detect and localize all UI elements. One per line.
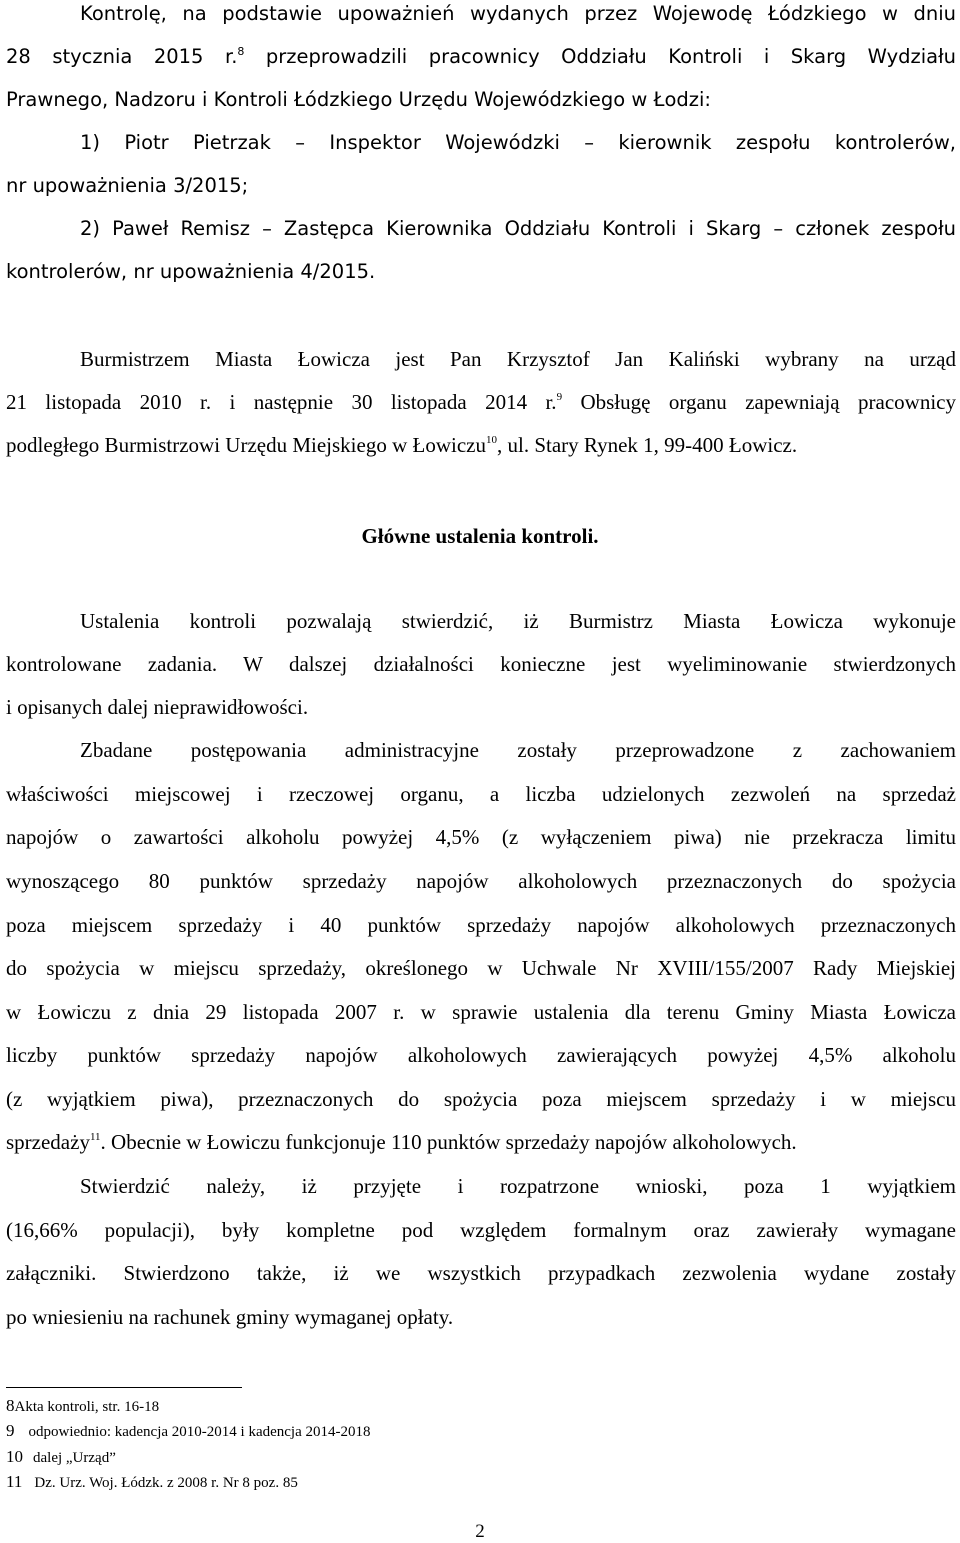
para4-line3: napojów o zawartości alkoholu powyżej 4,5% (z wyłączeniem piwa) nie przekracza limitu	[6, 825, 956, 849]
para3-line2: kontrolowane zadania. W dalszej działalności konieczne jest wyeliminowanie stwierdzonych	[6, 652, 956, 676]
para1-line7: kontrolerów, nr upoważnienia 4/2015.	[6, 260, 376, 283]
para5-line4: po wniesieniu na rachunek gminy wymaganej opłaty.	[6, 1305, 454, 1329]
para4-line6: do spożycia w miejscu sprzedaży, określonego w Uchwale Nr XVIII/155/2007 Rady Miejskiej	[6, 956, 956, 980]
para2-line2-rest: Obsługę organu zapewniają pracownicy	[562, 390, 956, 414]
footnote-separator	[6, 1387, 242, 1388]
para4-line4: wynoszącego 80 punktów sprzedaży napojów alkoholowych przeznaczonych do spożycia	[6, 869, 956, 893]
para1-line3: Prawnego, Nadzoru i Kontroli Łódzkiego Urzędu Wojewódzkiego w Łodzi:	[6, 88, 711, 111]
footnote-ref-8: 8	[237, 45, 245, 58]
para2-line2-text: 21 listopada 2010 r. i następnie 30 listopada 2014 r.	[6, 390, 557, 414]
para2-line1: Burmistrzem Miasta Łowicza jest Pan Krzysztof Jan Kaliński wybrany na urząd	[80, 347, 956, 371]
para3-line1: Ustalenia kontroli pozwalają stwierdzić, iż Burmistrz Miasta Łowicza wykonuje	[80, 609, 956, 633]
footnote-ref-10: 10	[485, 434, 497, 446]
para4-line9: (z wyjątkiem piwa), przeznaczonych do spożycia poza miejscem sprzedaży i w miejscu	[6, 1087, 956, 1111]
para1-line2-text: 28 stycznia 2015 r.	[6, 45, 238, 68]
page-number: 2	[475, 1521, 485, 1542]
footnote-text: Akta kontroli, str. 16-18	[14, 1399, 160, 1415]
para4-line10	[6, 1129, 956, 1155]
footnote-text: dalej „Urząd”	[33, 1450, 116, 1466]
para4-line1: Zbadane postępowania administracyjne zostały przeprowadzone z zachowaniem	[80, 738, 956, 762]
para4-line10-text: sprzedaży	[6, 1130, 90, 1154]
para1-line4: 1) Piotr Pietrzak – Inspektor Wojewódzki – kierownik zespołu kontrolerów,	[80, 131, 956, 154]
para2-line3	[6, 432, 956, 458]
para1-line6: 2) Paweł Remisz – Zastępca Kierownika Oddziału Kontroli i Skarg – członek zespołu	[80, 217, 956, 240]
footnote-number: 8	[6, 1396, 15, 1415]
para5-line2: (16,66% populacji), były kompletne pod względem formalnym oraz zawierały wymagane	[6, 1218, 956, 1242]
para5-line1: Stwierdzić należy, iż przyjęte i rozpatrzone wnioski, poza 1 wyjątkiem	[80, 1174, 956, 1198]
footnote-ref-9: 9	[556, 391, 563, 403]
footnote-10	[6, 1448, 116, 1467]
para5-line3: załączniki. Stwierdzono także, iż we wszystkich przypadkach zezwolenia wydane zostały	[6, 1261, 956, 1285]
para1-line2	[6, 44, 956, 70]
para1-line1: Kontrolę, na podstawie upoważnień wydanych przez Wojewodę Łódzkiego w dniu	[80, 2, 956, 25]
para1-line5: nr upoważnienia 3/2015;	[6, 174, 249, 197]
footnote-8	[6, 1397, 159, 1416]
footnote-number: 10	[6, 1447, 23, 1466]
footnote-11	[6, 1473, 298, 1492]
para3-line3: i opisanych dalej nieprawidłowości.	[6, 695, 309, 719]
para4-line8: liczby punktów sprzedaży napojów alkoholowych zawierających powyżej 4,5% alkoholu	[6, 1043, 956, 1067]
footnote-ref-11: 11	[89, 1131, 101, 1143]
para4-line10-rest: . Obecnie w Łowiczu funkcjonuje 110 punktów sprzedaży napojów alkoholowych.	[100, 1130, 797, 1154]
section-heading: Główne ustalenia kontroli.	[361, 524, 599, 548]
para2-line3-rest: , ul. Stary Rynek 1, 99-400 Łowicz.	[496, 433, 798, 457]
footnote-text: odpowiednio: kadencja 2010-2014 i kadencja 2014-2018	[28, 1424, 371, 1440]
para2-line3-text: podległego Burmistrzowi Urzędu Miejskiego w Łowiczu	[6, 433, 486, 457]
footnote-text: Dz. Urz. Woj. Łódzk. z 2008 r. Nr 8 poz. 85	[34, 1475, 298, 1491]
para4-line2: właściwości miejscowej i rzeczowej organu, a liczba udzielonych zezwoleń na sprzedaż	[6, 782, 956, 806]
para2-line2	[6, 389, 956, 415]
para4-line7: w Łowiczu z dnia 29 listopada 2007 r. w sprawie ustalenia dla terenu Gminy Miasta Łowicza	[6, 1000, 956, 1024]
footnote-9	[6, 1422, 371, 1441]
para1-line2-rest: przeprowadzili pracownicy Oddziału Kontroli i Skarg Wydziału	[244, 45, 956, 68]
para4-line5: poza miejscem sprzedaży i 40 punktów sprzedaży napojów alkoholowych przeznaczonych	[6, 913, 956, 937]
footnote-number: 9	[6, 1421, 15, 1440]
footnote-number: 11	[6, 1472, 23, 1491]
